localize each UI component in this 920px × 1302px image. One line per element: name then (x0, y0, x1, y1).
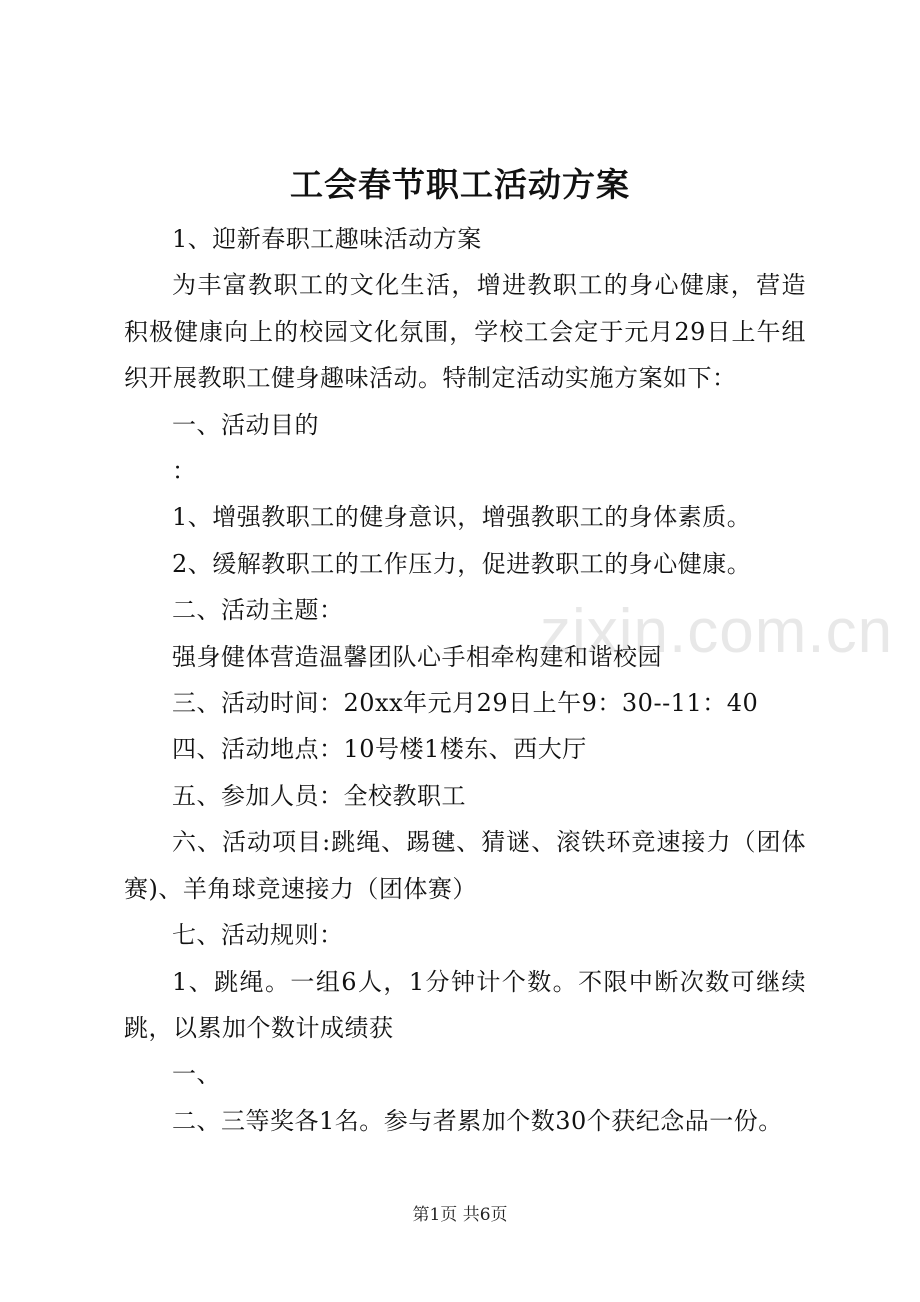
paragraph: 二、活动主题： (172, 596, 344, 625)
paragraph: 三、活动时间：20xx年元月29日上午9：30--11：40 (172, 689, 759, 718)
page-footer: 第1页 共6页 (412, 1205, 508, 1225)
paragraph: 1、迎新春职工趣味活动方案 (172, 225, 482, 253)
paragraph: 五、参加人员：全校教职工 (172, 781, 466, 810)
document-title: 工会春节职工活动方案 (290, 165, 630, 204)
paragraph: 2、缓解教职工的工作压力，促进教职工的身心健康。 (172, 549, 752, 578)
document-body (124, 216, 806, 1144)
paragraph: 为丰富教职工的文化生活，增进教职工的身心健康，营造积极健康向上的校园文化氛围，学校工会定于元月29日上午组织开展教职工健身趣味活动。特制定活动实施方案如下： (124, 271, 806, 393)
watermark: zixin.com.cn (540, 597, 894, 666)
paragraph: 六、活动项目:跳绳、踢毽、猜谜、滚铁环竞速接力（团体赛)、羊角球竞速接力（团体赛） (124, 828, 806, 903)
paragraph: 二、三等奖各1名。参与者累加个数30个获纪念品一份。 (172, 1106, 783, 1135)
paragraph: 1、增强教职工的健身意识，增强教职工的身体素质。 (172, 503, 752, 532)
paragraph: 四、活动地点：10号楼1楼东、西大厅 (172, 735, 587, 764)
paragraph: 1、跳绳。一组6人，1分钟计个数。不限中断次数可继续跳，以累加个数计成绩获 (124, 967, 806, 1042)
paragraph: 强身健体营造温馨团队心手相牵构建和谐校园 (172, 642, 662, 671)
paragraph: 一、 (172, 1060, 221, 1089)
paragraph: 七、活动规则： (172, 921, 344, 950)
paragraph: ： (172, 457, 197, 486)
paragraph: 一、活动目的 (172, 410, 319, 439)
